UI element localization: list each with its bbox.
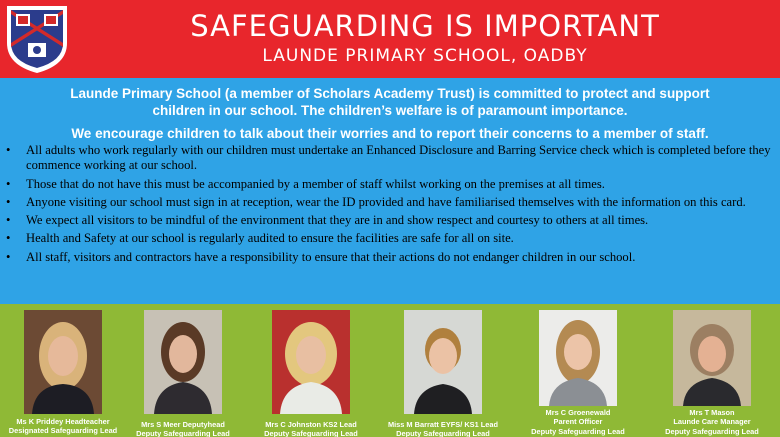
staff-position: Parent Officer (553, 417, 603, 426)
staff-card (662, 304, 762, 437)
staff-role: Deputy Safeguarding Lead (396, 429, 490, 437)
staff-role: Designated Safeguarding Lead (8, 426, 118, 435)
staff-photo (24, 310, 102, 414)
bullet-icon: • (6, 176, 11, 191)
intro-line-1: Launde Primary School (a member of Scholars Academy Trust) is committed to protect and support (70, 86, 710, 101)
staff-name: Mrs S Meer Deputyhead (141, 420, 225, 429)
staff-photo (272, 310, 350, 414)
bullet-icon: • (6, 249, 11, 264)
bullet-icon: • (6, 194, 11, 209)
staff-photo (404, 310, 482, 414)
bullet-icon: • (6, 143, 11, 157)
staff-photo (673, 310, 751, 406)
staff-name: Mrs T Mason (689, 408, 735, 417)
list-item (4, 213, 774, 228)
list-item-text: We expect all visitors to be mindful of the environment that they are in and show respect and courtesy to others at all times. (26, 213, 649, 228)
school-crest-icon (4, 3, 70, 75)
list-item (4, 143, 774, 174)
staff-name: Mrs C Groenewald (545, 408, 611, 417)
list-item-text: Those that do not have this must be accompanied by a member of staff whilst working on the premises at all times. (26, 176, 605, 191)
staff-role: Deputy Safeguarding Lead (264, 429, 358, 437)
header-banner (0, 0, 780, 78)
staff-photo (144, 310, 222, 414)
staff-photo (539, 310, 617, 406)
page-title: SAFEGUARDING IS IMPORTANT (190, 9, 660, 43)
intro-line-2: children in our school. The children’s welfare is of paramount importance. (152, 103, 628, 118)
staff-card (528, 304, 628, 437)
list-item (4, 231, 774, 246)
staff-card (133, 304, 233, 437)
staff-position: Launde Care Manager (673, 417, 751, 426)
staff-name: Miss M Barratt EYFS/ KS1 Lead (387, 420, 499, 429)
list-item (4, 177, 774, 192)
safeguarding-rules-list (4, 143, 774, 268)
list-item-text: Health and Safety at our school is regularly audited to ensure the facilities are safe for all on site. (26, 231, 514, 246)
staff-card (261, 304, 361, 437)
staff-name: Mrs C Johnston KS2 Lead (265, 420, 357, 429)
staff-role: Deputy Safeguarding Lead (531, 427, 625, 436)
staff-role: Deputy Safeguarding Lead (136, 429, 230, 437)
intro-statement (10, 85, 770, 119)
bullet-icon: • (6, 213, 11, 228)
staff-card (8, 304, 118, 437)
list-item-text: All staff, visitors and contractors have a responsibility to ensure that their actions do not endanger children in our school. (26, 249, 636, 264)
list-item-text: Anyone visiting our school must sign in at reception, wear the ID provided and have familiarised themselves with the information on this card. (26, 194, 746, 209)
staff-name: Ms K Priddey Headteacher (16, 417, 110, 426)
school-name: LAUNDE PRIMARY SCHOOL, OADBY (262, 46, 588, 66)
encourage-statement: We encourage children to talk about their worries and to report their concerns to a member of staff. (71, 126, 709, 141)
list-item-text: All adults who work regularly with our children must undertake an Enhanced Disclosure and Barring Service check which is completed before they commence working at our school. (26, 143, 771, 173)
list-item (4, 195, 774, 210)
staff-role: Deputy Safeguarding Lead (665, 427, 759, 436)
staff-card (387, 304, 499, 437)
list-item (4, 250, 774, 265)
bullet-icon: • (6, 231, 11, 246)
